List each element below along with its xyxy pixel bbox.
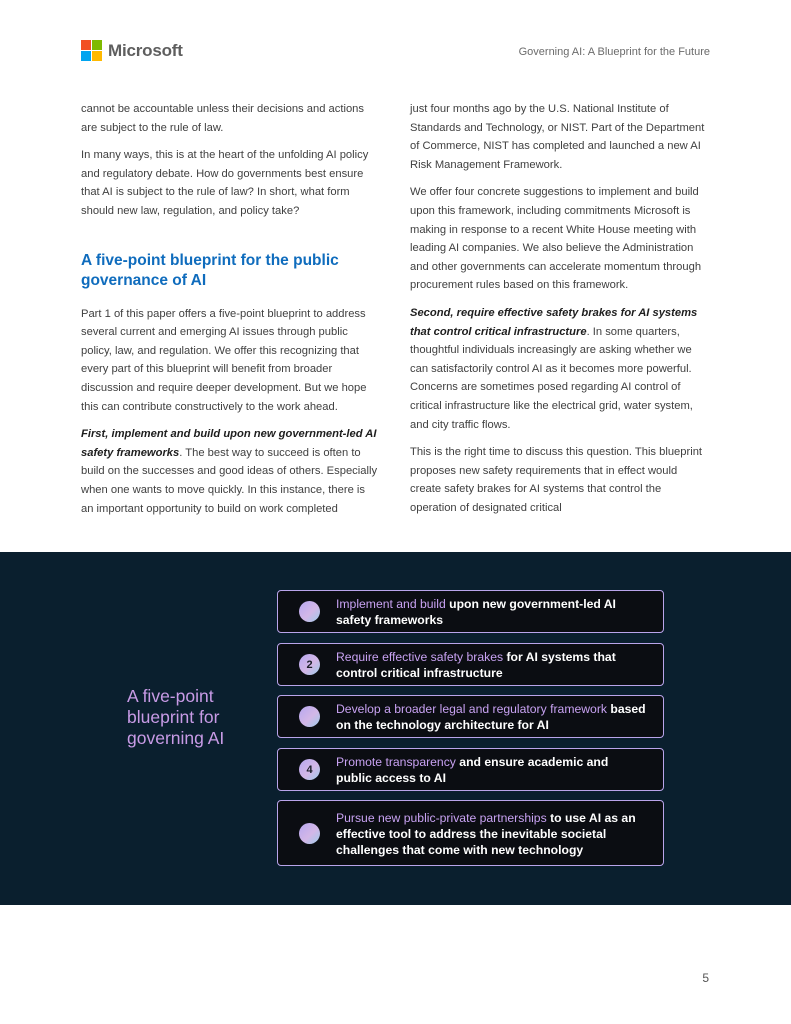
right-column: [410, 100, 709, 526]
brand-name: Microsoft: [108, 40, 183, 60]
paragraph: In many ways, this is at the heart of the unfolding AI policy and regulatory debate. How do governments best ensure that AI is subject to the rule of law? In short, what form should new law, regulation, and policy take?: [81, 149, 369, 217]
number-badge: [299, 706, 320, 727]
item-rest: for AI systems that control critical infrastructure: [336, 650, 616, 680]
microsoft-logo: [81, 40, 183, 61]
paragraph: This is the right time to discuss this question. This blueprint proposes new safety requirements that in effect would create safety brakes for AI systems that control the operation of designated critical: [410, 446, 703, 514]
blueprint-item-2: [277, 643, 664, 686]
left-column: [81, 100, 380, 527]
item-highlight: Implement and build: [336, 597, 446, 611]
section-heading: A five-point blueprint for the public governance of AI: [81, 251, 339, 289]
blueprint-item-text: [336, 810, 647, 858]
bold-lead: First, implement and build upon new government-led AI safety frameworks: [81, 428, 377, 459]
item-highlight: Develop a broader legal and regulatory framework: [336, 702, 607, 716]
item-rest: based on the technology architecture for AI: [336, 702, 646, 732]
item-highlight: Require effective safety brakes: [336, 650, 504, 664]
paragraph: cannot be accountable unless their decisions and actions are subject to the rule of law.: [81, 103, 364, 134]
blueprint-item-text: [336, 701, 647, 733]
paragraph: Part 1 of this paper offers a five-point blueprint to address several current and emerging AI issues through public policy, law, and regulation. We offer this recognizing that every part of this blueprint will benefit from broader discussion and require deeper development. But we hope this can contribute constructively to the work ahead.: [81, 307, 367, 413]
item-rest: and ensure academic and public access to AI: [336, 755, 609, 785]
blueprint-item-3: [277, 695, 664, 738]
number-badge: [299, 823, 320, 844]
blueprint-item-4: [277, 748, 664, 791]
blueprint-item-text: [336, 596, 647, 628]
paragraph: [410, 304, 709, 434]
blueprint-item-text: [336, 649, 647, 681]
item-rest: to use AI as an effective tool to address the inevitable societal challenges that come with new technology: [336, 811, 636, 857]
paragraph-text: . The best way to succeed is often to build on the successes and good ideas of others. Especially when one wants to move quickly. In this instance, there is an important opportunity to build on work completed: [81, 446, 378, 515]
document-title: Governing AI: A Blueprint for the Future: [518, 46, 710, 58]
number-badge: [299, 601, 320, 622]
microsoft-logo-icon: [81, 40, 102, 61]
item-highlight: Promote transparency: [336, 755, 456, 769]
blueprint-item-5: [277, 800, 664, 866]
page-number: 5: [702, 971, 709, 985]
item-rest: upon new government-led AI safety frameworks: [336, 597, 616, 627]
blueprint-title: A five-point blueprint for governing AI: [127, 686, 225, 748]
paragraph: just four months ago by the U.S. National Institute of Standards and Technology, or NIST. Part of the Department of Commerce, NIST has completed and launched a new AI Risk Management Framework.: [410, 103, 705, 171]
paragraph-text: . In some quarters, thoughtful individuals increasingly are asking whether we can satisfactorily control AI as it becomes more powerful. Concerns are sometimes posed regarding AI control of critical infrastructure like the electrical grid, water system, and city traffic flows.: [410, 325, 693, 431]
blueprint-item-text: [336, 754, 647, 786]
blueprint-item-1: [277, 590, 664, 633]
bold-lead: Second, require effective safety brakes for AI systems that control critical infrastructure: [410, 306, 698, 338]
item-highlight: Pursue new public-private partnerships: [336, 811, 547, 825]
number-badge: 4: [299, 759, 320, 780]
paragraph: [81, 425, 380, 518]
number-badge: 2: [299, 654, 320, 675]
paragraph: We offer four concrete suggestions to implement and build upon this framework, including commitments Microsoft is making in response to a recent White House meeting with leading AI companies. We also believe the Administration and other governments can accelerate momentum through procurement rules based on this framework.: [410, 186, 702, 292]
